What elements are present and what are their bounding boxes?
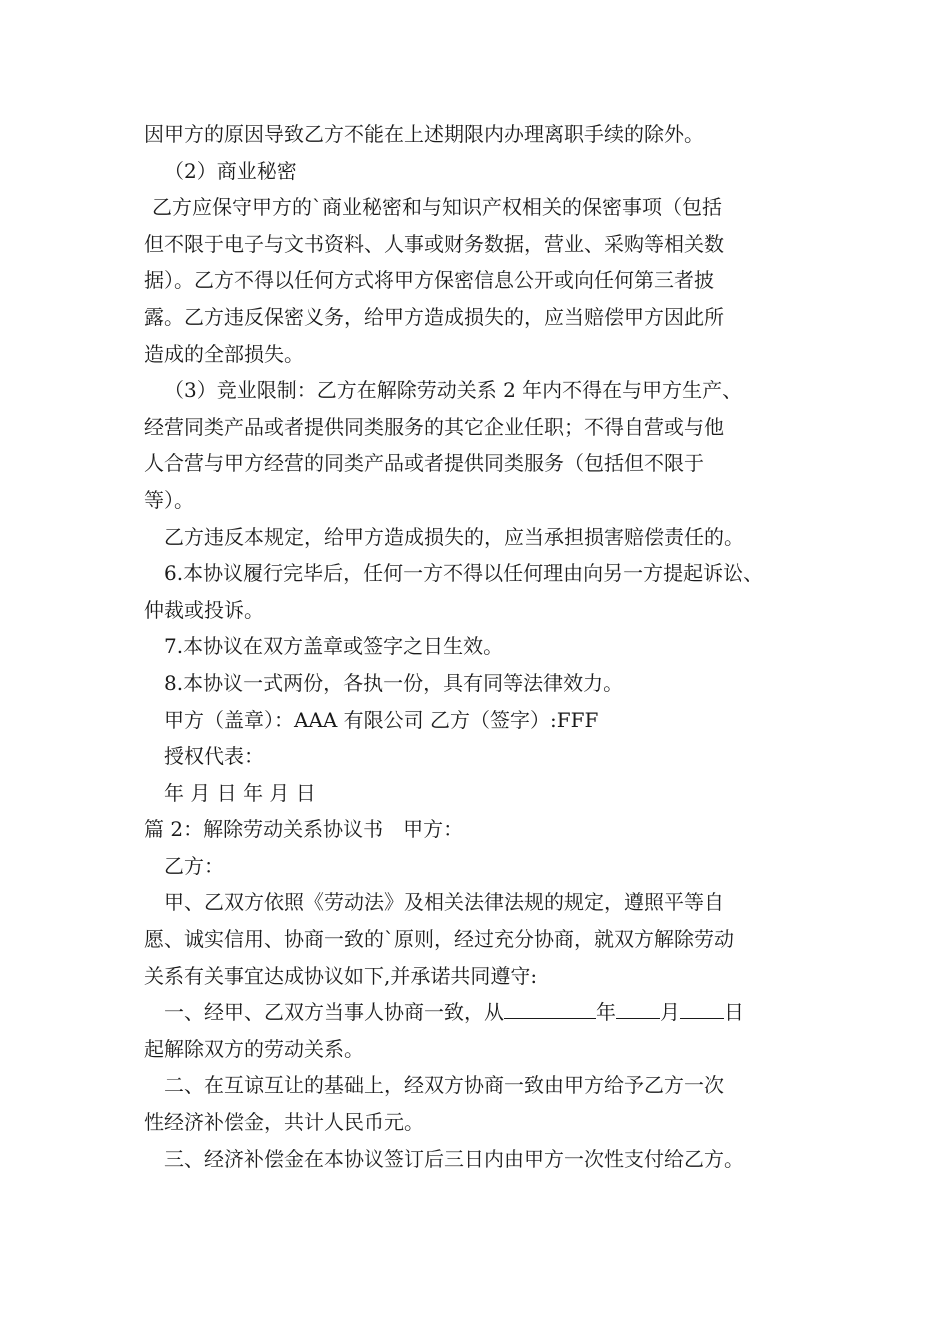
paragraph-line: 乙方应保守甲方的`商业秘密和与知识产权相关的保密事项（包括	[152, 195, 722, 220]
signature-dates: 年 月 日 年 月 日	[164, 780, 316, 805]
paragraph-line: 仲裁或投诉。	[144, 597, 264, 622]
party-b-label: 乙方：	[164, 853, 224, 878]
document-body	[144, 116, 824, 1177]
clause-7: 7.本协议在双方盖章或签字之日生效。	[164, 634, 504, 659]
clause-three: 三、经济补偿金在本协议签订后三日内由甲方一次性支付给乙方。	[164, 1146, 744, 1171]
section-heading-non-compete: （3）竞业限制：乙方在解除劳动关系 2 年内不得在与甲方生产、	[164, 378, 743, 403]
clause-one	[144, 994, 824, 1031]
article-2-title: 篇 2：解除劳动关系协议书 甲方：	[144, 817, 464, 842]
year-label: 年	[596, 1000, 616, 1025]
paragraph-line: 人合营与甲方经营的同类产品或者提供同类服务（包括但不限于	[144, 451, 704, 476]
paragraph-line: 但不限于电子与文书资料、人事或财务数据，营业、采购等相关数	[144, 231, 724, 256]
day-blank	[680, 994, 724, 1019]
paragraph-line: 造成的全部损失。	[144, 341, 304, 366]
paragraph-line: 据）。乙方不得以任何方式将甲方保密信息公开或向任何第三者披	[144, 268, 714, 293]
paragraph-line: 起解除双方的劳动关系。	[144, 1036, 364, 1061]
section-heading-trade-secret: （2）商业秘密	[164, 158, 297, 183]
clause-6: 6.本协议履行完毕后，任何一方不得以任何理由向另一方提起诉讼、	[164, 561, 764, 586]
month-blank	[616, 994, 660, 1019]
paragraph-line: 乙方违反本规定，给甲方造成损失的，应当承担损害赔偿责任的。	[164, 524, 744, 549]
year-blank	[504, 994, 596, 1019]
paragraph-line: 性经济补偿金，共计人民币元。	[144, 1110, 424, 1135]
paragraph-line: 经营同类产品或者提供同类服务的其它企业任职；不得自营或与他	[144, 414, 724, 439]
clause-one-text: 一、经甲、乙双方当事人协商一致，从	[164, 1000, 504, 1025]
authorized-representative: 授权代表：	[164, 744, 264, 769]
paragraph-line: 露。乙方违反保密义务，给甲方造成损失的，应当赔偿甲方因此所	[144, 304, 724, 329]
paragraph-line: 等）。	[144, 487, 194, 512]
day-label: 日	[724, 1000, 744, 1025]
paragraph-line: 甲、乙双方依照《劳动法》及相关法律法规的规定，遵照平等自	[164, 890, 724, 915]
month-label: 月	[660, 1000, 680, 1025]
paragraph-line: 关系有关事宜达成协议如下,并承诺共同遵守:	[144, 963, 538, 988]
signature-parties: 甲方（盖章）：AAA 有限公司 乙方（签字）:FFF	[164, 707, 599, 732]
paragraph-line: 愿、诚实信用、协商一致的`原则，经过充分协商，就双方解除劳动	[144, 927, 734, 952]
clause-two: 二、在互谅互让的基础上，经双方协商一致由甲方给予乙方一次	[164, 1073, 724, 1098]
clause-8: 8.本协议一式两份，各执一份，具有同等法律效力。	[164, 670, 624, 695]
paragraph-line: 因甲方的原因导致乙方不能在上述期限内办理离职手续的除外。	[144, 122, 704, 146]
